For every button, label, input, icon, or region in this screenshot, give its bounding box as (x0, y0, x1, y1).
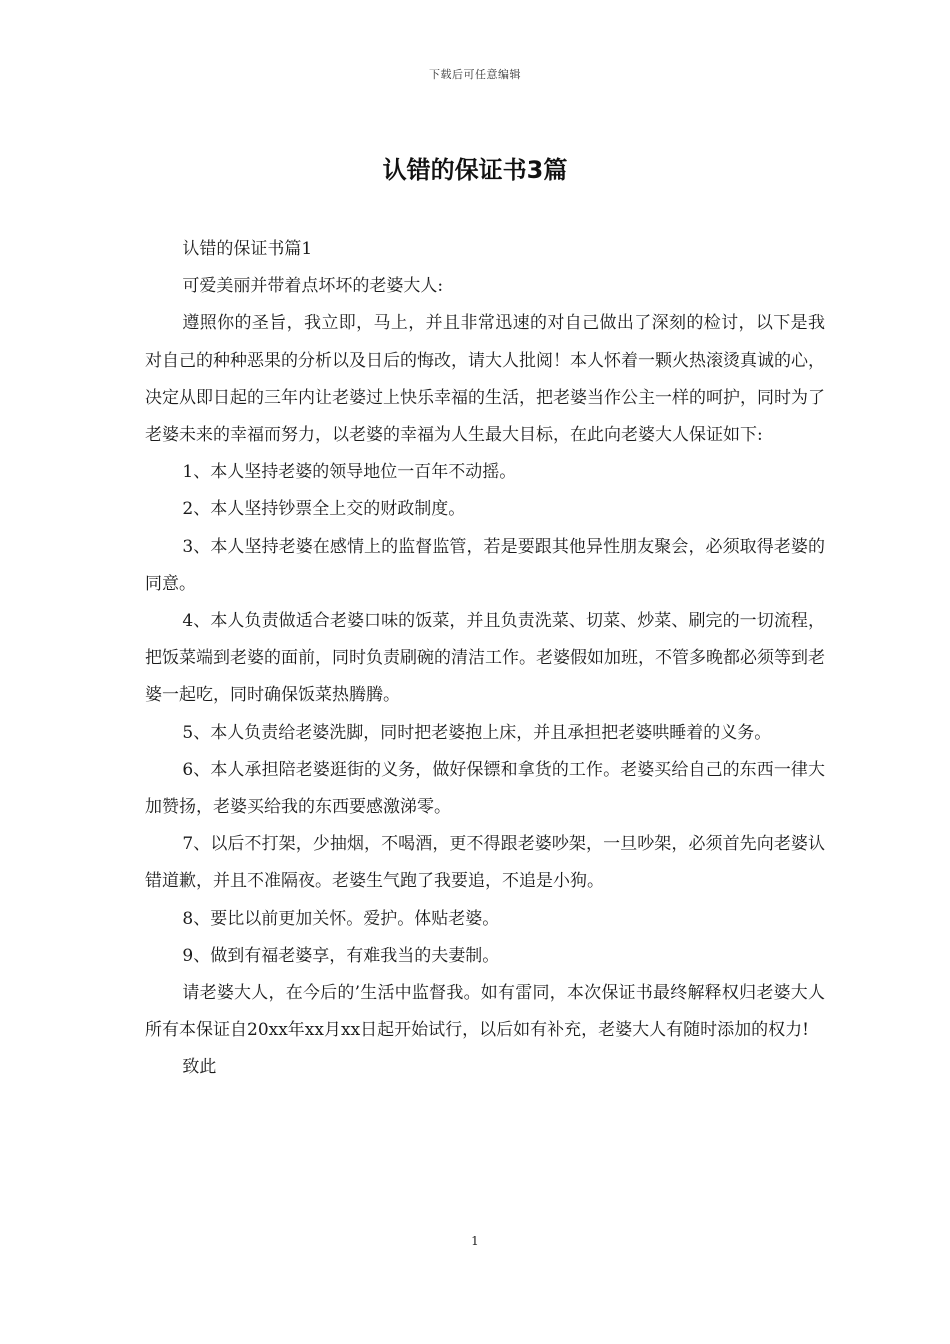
closing-paragraph: 请老婆大人，在今后的’生活中监督我。如有雷同，本次保证书最终解释权归老婆大人所有本保证自20xx年xx月xx日起开始试行，以后如有补充，老婆大人有随时添加的权力! (145, 983, 825, 1041)
closing-line: 致此 (182, 1057, 217, 1078)
document-body (145, 231, 825, 1087)
page-number: 1 (471, 1234, 479, 1248)
pledge-item-8: 8、要比以前更加关怀。爱护。体贴老婆。 (182, 908, 500, 929)
header-note: 下载后可任意编辑 (429, 68, 521, 81)
section-heading: 认错的保证书篇1 (182, 239, 313, 259)
pledge-item-3: 3、本人坚持老婆在感情上的监督监管，若是要跟其他异性朋友聚会，必须取得老婆的同意。 (145, 536, 825, 594)
pledge-item-2: 2、本人坚持钞票全上交的财政制度。 (182, 499, 466, 520)
pledge-item-1: 1、本人坚持老婆的领导地位一百年不动摇。 (182, 462, 517, 483)
pledge-item-9: 9、做到有福老婆享，有难我当的夫妻制。 (182, 945, 500, 966)
pledge-item-6: 6、本人承担陪老婆逛街的义务，做好保镖和拿货的工作。老婆买给自己的东西一律大加赞扬，老婆买给我的东西要感激涕零。 (145, 759, 825, 818)
document-title: 认错的保证书3篇 (382, 156, 568, 184)
salutation: 可爱美丽并带着点坏坏的老婆大人: (182, 276, 444, 297)
pledge-item-5: 5、本人负责给老婆洗脚，同时把老婆抱上床，并且承担把老婆哄睡着的义务。 (182, 722, 772, 743)
pledge-item-7: 7、以后不打架，少抽烟，不喝酒，更不得跟老婆吵架，一旦吵架，必须首先向老婆认错道歉，并且不准隔夜。老婆生气跑了我要追，不追是小狗。 (145, 834, 825, 892)
pledge-item-4: 4、本人负责做适合老婆口味的饭菜，并且负责洗菜、切菜、炒菜、刷完的一切流程，把饭菜端到老婆的面前，同时负责刷碗的清洁工作。老婆假如加班，不管多晚都必须等到老婆一起吃，同时确保饭菜热腾腾。 (145, 611, 825, 706)
intro-paragraph: 遵照你的圣旨，我立即，马上，并且非常迅速的对自己做出了深刻的检讨，以下是我对自己的种种恶果的分析以及日后的悔改，请大人批阅！本人怀着一颗火热滚烫真诚的心，决定从即日起的三年内让老婆过上快乐幸福的生活，把老婆当作公主一样的呵护，同时为了老婆未来的幸福而努力，以老婆的幸福为人生最大目标，在此向老婆大人保证如下: (145, 313, 825, 446)
